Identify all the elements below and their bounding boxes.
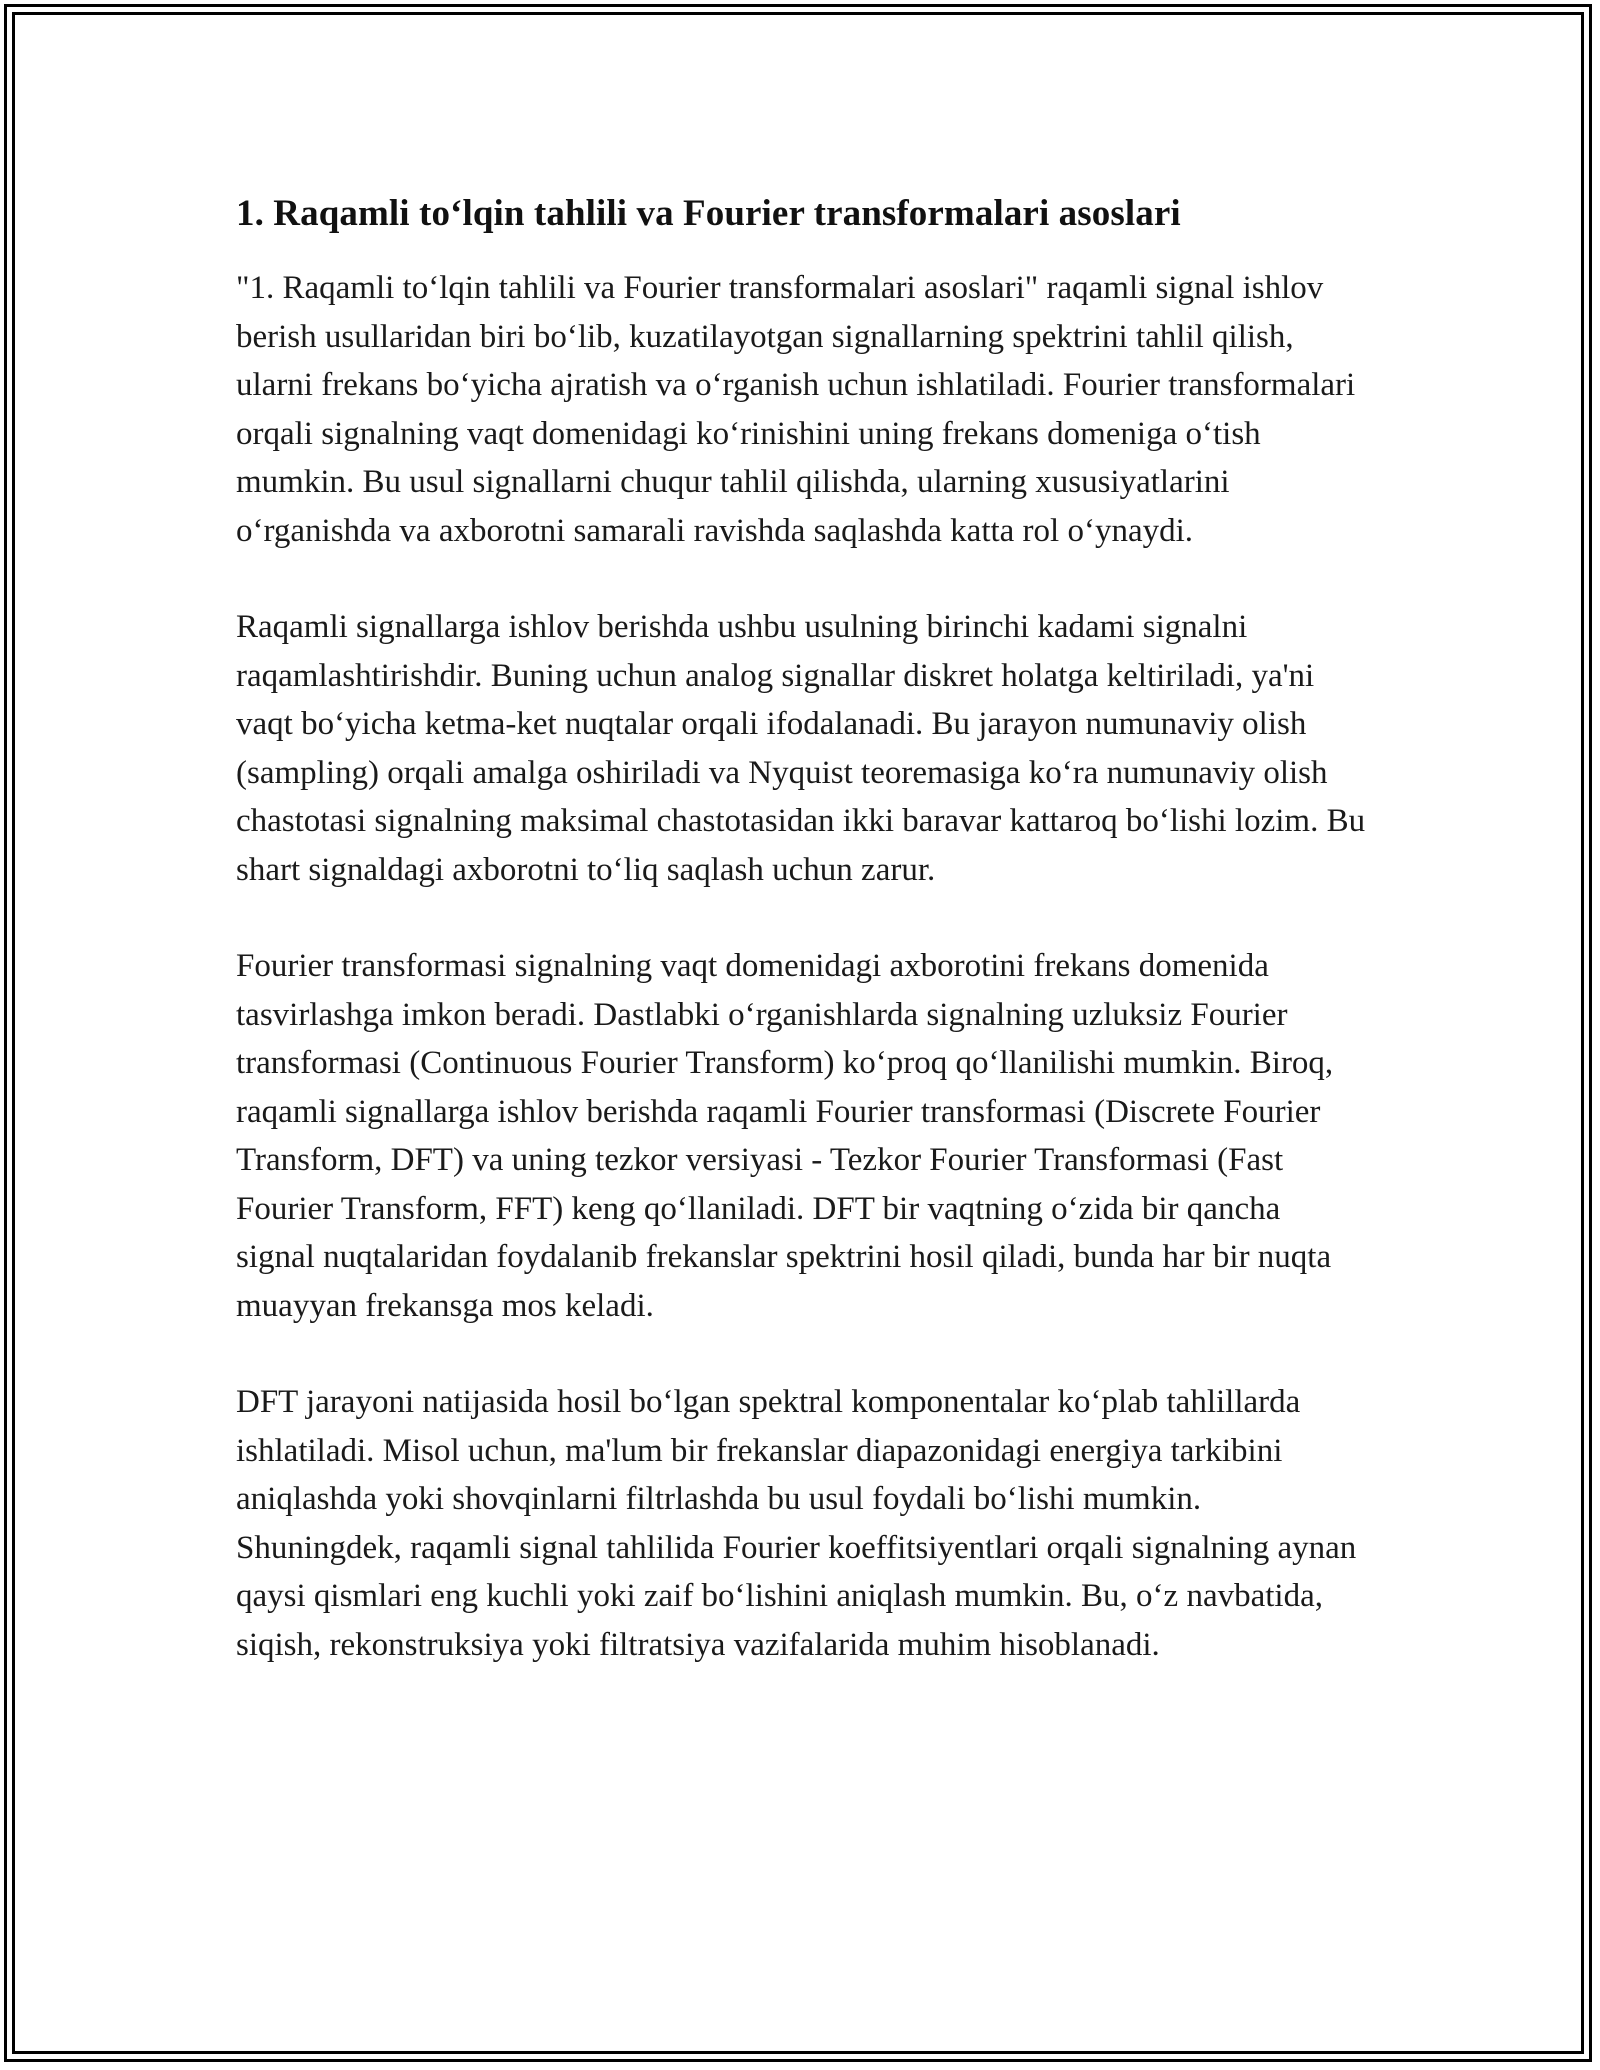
- paragraph-1: "1. Raqamli to‘lqin tahlili va Fourier transformalari asoslari" raqamli signal ishlov berish usullaridan biri bo‘lib, kuzatilayotgan signallarning spektrini tahlil qilish, ularni frekans bo‘yicha ajratish va o‘rganish uchun ishlatiladi. Fourier transformalari orqali signalning vaqt domenidagi ko‘rinishini uning frekans domeniga o‘tish mumkin. Bu usul signallarni chuqur tahlil qilishda, ularning xususiyatlarini o‘rganishda va axborotni samarali ravishda saqlashda katta rol o‘ynaydi.: [236, 270, 1356, 549]
- paragraph-2: Raqamli signallarga ishlov berishda ushbu usulning birinchi kadami signalni raqamlashtirishdir. Buning uchun analog signallar diskret holatga keltiriladi, ya'ni vaqt bo‘yicha ketma-ket nuqtalar orqali ifodalanadi. Bu jarayon numunaviy olish (sampling) orqali amalga oshiriladi va Nyquist teoremasiga ko‘ra numunaviy olish chastotasi signalning maksimal chastotasidan ikki baravar kattaroq bo‘lishi lozim. Bu shart signaldagi axborotni to‘liq saqlash uchun zarur.: [236, 609, 1366, 888]
- document-body: [236, 190, 1366, 1717]
- paragraph-3: Fourier transformasi signalning vaqt domenidagi axborotini frekans domenida tasvirlashga imkon beradi. Dastlabki o‘rganishlarda signalning uzluksiz Fourier transformasi (Continuous Fourier Transform) ko‘proq qo‘llanilishi mumkin. Biroq, raqamli signallarga ishlov berishda raqamli Fourier transformasi (Discrete Fourier Transform, DFT) va uning tezkor versiyasi - Tezkor Fourier Transformasi (Fast Fourier Transform, FFT) keng qo‘llaniladi. DFT bir vaqtning o‘zida bir qancha signal nuqtalaridan foydalanib frekanslar spektrini hosil qiladi, bunda har bir nuqta muayyan frekansga mos keladi.: [236, 948, 1334, 1324]
- page-title: 1. Raqamli to‘lqin tahlili va Fourier transformalari asoslari: [236, 193, 1181, 234]
- paragraph-4: DFT jarayoni natijasida hosil bo‘lgan spektral komponentalar ko‘plab tahlillarda ishlatiladi. Misol uchun, ma'lum bir frekanslar diapazonidagi energiya tarkibini aniqlashda yoki shovqinlarni filtrlashda bu usul foydali bo‘lishi mumkin. Shuningdek, raqamli signal tahlilida Fourier koeffitsiyentlari orqali signalning aynan qaysi qismlari eng kuchli yoki zaif bo‘lishini aniqlash mumkin. Bu, o‘z navbatida, siqish, rekonstruksiya yoki filtratsiya vazifalarida muhim hisoblanadi.: [236, 1384, 1357, 1663]
